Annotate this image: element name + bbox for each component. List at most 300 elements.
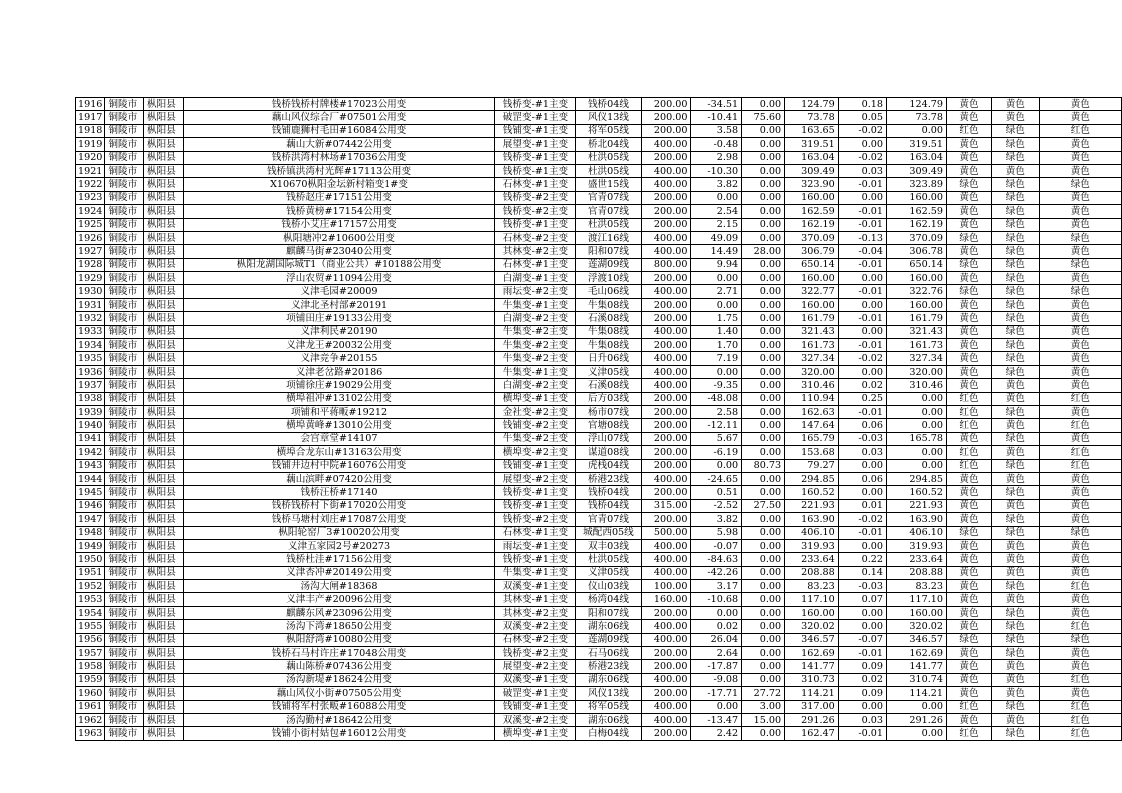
status-1-cell: 黄色 [946,218,991,231]
value-a-cell: 0.00 [691,459,742,472]
row-index: 1928 [76,258,105,271]
value-b-cell: 0.00 [742,379,785,392]
row-index: 1959 [76,673,105,686]
status-2-cell: 黄色 [991,164,1039,177]
feeder-cell: 莲湖09线 [576,633,641,646]
value-d-cell: 0.00 [838,620,886,633]
feeder-cell: 石溪08线 [576,312,641,325]
status-3-cell: 红色 [1039,459,1121,472]
status-3-cell: 绿色 [1039,526,1121,539]
capacity-cell: 800.00 [641,258,691,271]
county-cell: 枞阳县 [144,339,184,352]
value-c-cell: 406.10 [785,526,839,539]
value-e-cell: 141.77 [887,660,947,673]
value-b-cell: 0.00 [742,526,785,539]
row-index: 1936 [76,365,105,378]
substation-cell: 横埠变-#1主变 [495,392,576,405]
transformer-name-cell: 枞阳舒湾#10080公用变 [183,633,495,646]
row-index: 1960 [76,687,105,700]
transformer-name-cell: 钱桥镇洪湾村光辉#17113公用变 [183,164,495,177]
value-c-cell: 208.88 [785,566,839,579]
status-2-cell: 黄色 [991,673,1039,686]
transformer-name-cell: 义津竞争#20155 [183,352,495,365]
status-2-cell: 绿色 [991,325,1039,338]
value-a-cell: -0.07 [691,539,742,552]
county-cell: 枞阳县 [144,647,184,660]
status-1-cell: 黄色 [946,111,991,124]
substation-cell: 石林变-#1主变 [495,178,576,191]
transformer-name-cell: 藕山风仪综合厂#07501公用变 [183,111,495,124]
feeder-cell: 石马06线 [576,647,641,660]
feeder-cell: 官塘08线 [576,419,641,432]
county-cell: 枞阳县 [144,258,184,271]
feeder-cell: 莲湖09线 [576,258,641,271]
status-3-cell: 黄色 [1039,272,1121,285]
feeder-cell: 毛山06线 [576,285,641,298]
value-d-cell: -0.02 [838,124,886,137]
status-3-cell: 红色 [1039,713,1121,726]
value-c-cell: 141.77 [785,660,839,673]
table-row [76,513,1122,526]
status-2-cell: 绿色 [991,633,1039,646]
table-row [76,111,1122,124]
value-a-cell: -48.08 [691,392,742,405]
feeder-cell: 阳和07线 [576,245,641,258]
substation-cell: 牛集变-#2主变 [495,339,576,352]
status-1-cell: 红色 [946,446,991,459]
status-3-cell: 黄色 [1039,499,1121,512]
value-a-cell: 2.58 [691,405,742,418]
transformer-name-cell: 项铺和平蒋畈#19212 [183,405,495,418]
status-3-cell: 黄色 [1039,138,1121,151]
county-cell: 枞阳县 [144,138,184,151]
value-d-cell: 0.03 [838,713,886,726]
table-row [76,151,1122,164]
status-3-cell: 黄色 [1039,339,1121,352]
status-3-cell: 黄色 [1039,191,1121,204]
feeder-cell: 浮山07线 [576,432,641,445]
table-row [76,231,1122,244]
status-2-cell: 黄色 [991,499,1039,512]
transformer-name-cell: 钱桥小艾庄#17157公用变 [183,218,495,231]
status-2-cell: 绿色 [991,459,1039,472]
value-e-cell: 163.90 [887,513,947,526]
county-cell: 枞阳县 [144,687,184,700]
value-b-cell: 27.50 [742,499,785,512]
table-row [76,419,1122,432]
value-a-cell: 3.17 [691,580,742,593]
value-a-cell: 3.82 [691,178,742,191]
value-d-cell: 0.00 [838,539,886,552]
capacity-cell: 200.00 [641,272,691,285]
status-3-cell: 红色 [1039,580,1121,593]
value-a-cell: 5.67 [691,432,742,445]
value-e-cell: 309.49 [887,164,947,177]
value-d-cell: -0.01 [838,218,886,231]
feeder-cell: 杜洪05线 [576,553,641,566]
value-e-cell: 319.93 [887,539,947,552]
value-b-cell: 0.00 [742,566,785,579]
status-1-cell: 红色 [946,459,991,472]
value-d-cell: 0.00 [838,365,886,378]
status-1-cell: 绿色 [946,633,991,646]
capacity-cell: 400.00 [641,164,691,177]
value-b-cell: 0.00 [742,272,785,285]
table-row [76,178,1122,191]
status-3-cell: 黄色 [1039,312,1121,325]
city-cell: 铜陵市 [105,566,144,579]
value-a-cell: 0.00 [691,298,742,311]
value-d-cell: 0.03 [838,164,886,177]
county-cell: 枞阳县 [144,231,184,244]
county-cell: 枞阳县 [144,164,184,177]
substation-cell: 雨坛变-#1主变 [495,539,576,552]
status-2-cell: 绿色 [991,285,1039,298]
city-cell: 铜陵市 [105,205,144,218]
city-cell: 铜陵市 [105,352,144,365]
feeder-cell: 白梅04线 [576,727,641,740]
status-1-cell: 黄色 [946,379,991,392]
value-a-cell: 3.82 [691,513,742,526]
value-e-cell: 370.09 [887,231,947,244]
status-3-cell: 黄色 [1039,566,1121,579]
substation-cell: 其林变-#2主变 [495,606,576,619]
value-b-cell: 0.00 [742,178,785,191]
table-row [76,352,1122,365]
capacity-cell: 200.00 [641,405,691,418]
value-a-cell: 0.00 [691,272,742,285]
value-e-cell: 83.23 [887,580,947,593]
status-2-cell: 黄色 [991,392,1039,405]
row-index: 1945 [76,486,105,499]
county-cell: 枞阳县 [144,673,184,686]
value-c-cell: 306.79 [785,245,839,258]
value-d-cell: -0.07 [838,633,886,646]
row-index: 1951 [76,566,105,579]
city-cell: 铜陵市 [105,365,144,378]
feeder-cell: 钱桥04线 [576,98,641,111]
city-cell: 铜陵市 [105,245,144,258]
value-d-cell: 0.06 [838,472,886,485]
capacity-cell: 200.00 [641,647,691,660]
status-2-cell: 绿色 [991,151,1039,164]
status-1-cell: 绿色 [946,231,991,244]
value-b-cell: 0.00 [742,124,785,137]
substation-cell: 牛集变-#2主变 [495,352,576,365]
value-d-cell: -0.03 [838,580,886,593]
county-cell: 枞阳县 [144,245,184,258]
value-e-cell: 160.00 [887,298,947,311]
transformer-name-cell: 枞阳塘冲2#10600公用变 [183,231,495,244]
capacity-cell: 200.00 [641,111,691,124]
table-row [76,687,1122,700]
row-index: 1958 [76,660,105,673]
feeder-cell: 风仪13线 [576,687,641,700]
value-d-cell: 0.00 [838,325,886,338]
transformer-name-cell: 横埠合龙东山#13163公用变 [183,446,495,459]
feeder-cell: 石溪08线 [576,379,641,392]
value-c-cell: 110.94 [785,392,839,405]
value-e-cell: 73.78 [887,111,947,124]
status-1-cell: 黄色 [946,687,991,700]
status-1-cell: 红色 [946,727,991,740]
value-e-cell: 323.89 [887,178,947,191]
row-index: 1920 [76,151,105,164]
row-index: 1925 [76,218,105,231]
capacity-cell: 400.00 [641,245,691,258]
status-3-cell: 红色 [1039,620,1121,633]
row-index: 1939 [76,405,105,418]
capacity-cell: 400.00 [641,566,691,579]
value-b-cell: 0.00 [742,486,785,499]
transformer-name-cell: 麒麟东风#23096公用变 [183,606,495,619]
value-d-cell: 0.02 [838,673,886,686]
status-1-cell: 黄色 [946,312,991,325]
status-1-cell: 绿色 [946,178,991,191]
status-1-cell: 黄色 [946,365,991,378]
transformer-name-cell: 义津龙王#20032公用变 [183,339,495,352]
county-cell: 枞阳县 [144,553,184,566]
value-e-cell: 0.00 [887,446,947,459]
value-d-cell: 0.25 [838,392,886,405]
value-b-cell: 0.00 [742,138,785,151]
status-2-cell: 绿色 [991,245,1039,258]
value-c-cell: 153.68 [785,446,839,459]
county-cell: 枞阳县 [144,98,184,111]
status-2-cell: 绿色 [991,298,1039,311]
value-b-cell: 0.00 [742,633,785,646]
status-1-cell: 黄色 [946,245,991,258]
row-index: 1932 [76,312,105,325]
value-e-cell: 320.00 [887,365,947,378]
county-cell: 枞阳县 [144,472,184,485]
status-1-cell: 黄色 [946,98,991,111]
city-cell: 铜陵市 [105,178,144,191]
value-b-cell: 0.00 [742,593,785,606]
feeder-cell: 官青07线 [576,191,641,204]
value-e-cell: 0.00 [887,392,947,405]
row-index: 1950 [76,553,105,566]
substation-cell: 双溪变-#1主变 [495,580,576,593]
capacity-cell: 200.00 [641,218,691,231]
value-e-cell: 0.00 [887,419,947,432]
substation-cell: 其林变-#1主变 [495,593,576,606]
county-cell: 枞阳县 [144,713,184,726]
table-row [76,553,1122,566]
feeder-cell: 义津05线 [576,365,641,378]
transformer-name-cell: 义津老岔路#20186 [183,365,495,378]
status-3-cell: 黄色 [1039,151,1121,164]
feeder-cell: 牛集08线 [576,298,641,311]
feeder-cell: 日升06线 [576,352,641,365]
status-2-cell: 绿色 [991,432,1039,445]
table-row [76,499,1122,512]
status-2-cell: 绿色 [991,365,1039,378]
row-index: 1941 [76,432,105,445]
status-1-cell: 黄色 [946,472,991,485]
county-cell: 枞阳县 [144,486,184,499]
status-1-cell: 黄色 [946,191,991,204]
capacity-cell: 200.00 [641,98,691,111]
value-d-cell: 0.00 [838,700,886,713]
value-a-cell: -10.68 [691,593,742,606]
transformer-name-cell: 麒麟马街#23040公用变 [183,245,495,258]
substation-cell: 钱铺变-#1主变 [495,124,576,137]
value-e-cell: 160.00 [887,191,947,204]
status-2-cell: 绿色 [991,352,1039,365]
city-cell: 铜陵市 [105,231,144,244]
substation-cell: 钱桥变-#1主变 [495,486,576,499]
feeder-cell: 杜洪05线 [576,151,641,164]
capacity-cell: 200.00 [641,727,691,740]
substation-cell: 展望变-#2主变 [495,472,576,485]
feeder-cell: 阳和07线 [576,606,641,619]
county-cell: 枞阳县 [144,312,184,325]
value-a-cell: -6.19 [691,446,742,459]
city-cell: 铜陵市 [105,593,144,606]
value-c-cell: 162.19 [785,218,839,231]
substation-cell: 横埠变-#2主变 [495,446,576,459]
substation-cell: 双溪变-#1主变 [495,673,576,686]
value-e-cell: 294.85 [887,472,947,485]
status-3-cell: 黄色 [1039,593,1121,606]
table-row [76,713,1122,726]
status-1-cell: 黄色 [946,647,991,660]
city-cell: 铜陵市 [105,392,144,405]
capacity-cell: 400.00 [641,633,691,646]
city-cell: 铜陵市 [105,111,144,124]
county-cell: 枞阳县 [144,580,184,593]
value-a-cell: -34.51 [691,98,742,111]
status-2-cell: 绿色 [991,178,1039,191]
row-index: 1942 [76,446,105,459]
value-a-cell: -9.08 [691,673,742,686]
status-1-cell: 黄色 [946,272,991,285]
value-a-cell: 0.00 [691,606,742,619]
value-e-cell: 165.78 [887,432,947,445]
row-index: 1940 [76,419,105,432]
value-c-cell: 160.00 [785,272,839,285]
value-e-cell: 346.57 [887,633,947,646]
feeder-cell: 浮渡10线 [576,272,641,285]
county-cell: 枞阳县 [144,178,184,191]
status-3-cell: 黄色 [1039,553,1121,566]
value-a-cell: 5.98 [691,526,742,539]
status-3-cell: 黄色 [1039,164,1121,177]
value-c-cell: 650.14 [785,258,839,271]
substation-cell: 其林变-#2主变 [495,245,576,258]
county-cell: 枞阳县 [144,419,184,432]
city-cell: 铜陵市 [105,647,144,660]
status-3-cell: 红色 [1039,124,1121,137]
value-b-cell: 3.00 [742,700,785,713]
value-b-cell: 0.00 [742,405,785,418]
status-3-cell: 黄色 [1039,111,1121,124]
row-index: 1926 [76,231,105,244]
city-cell: 铜陵市 [105,164,144,177]
status-1-cell: 黄色 [946,499,991,512]
transformer-name-cell: 钱桥钱桥村牌楼#17023公用变 [183,98,495,111]
value-a-cell: -9.35 [691,379,742,392]
value-b-cell: 0.00 [742,312,785,325]
feeder-cell: 渡江16线 [576,231,641,244]
transformer-name-cell: X10670枞阳金坛新村箱变1#变 [183,178,495,191]
city-cell: 铜陵市 [105,606,144,619]
feeder-cell: 桥港23线 [576,472,641,485]
value-a-cell: 2.42 [691,727,742,740]
value-e-cell: 0.00 [887,405,947,418]
status-1-cell: 黄色 [946,513,991,526]
feeder-cell: 湖东06线 [576,673,641,686]
substation-cell: 石林变-#1主变 [495,258,576,271]
status-2-cell: 绿色 [991,405,1039,418]
value-d-cell: -0.01 [838,526,886,539]
feeder-cell: 湖东06线 [576,713,641,726]
value-a-cell: 14.49 [691,245,742,258]
value-d-cell: 0.09 [838,687,886,700]
city-cell: 铜陵市 [105,459,144,472]
county-cell: 枞阳县 [144,459,184,472]
value-c-cell: 162.63 [785,405,839,418]
capacity-cell: 400.00 [641,352,691,365]
capacity-cell: 400.00 [641,553,691,566]
substation-cell: 钱桥变-#1主变 [495,151,576,164]
city-cell: 铜陵市 [105,419,144,432]
value-e-cell: 161.79 [887,312,947,325]
value-b-cell: 0.00 [742,298,785,311]
value-e-cell: 0.00 [887,727,947,740]
transformer-name-cell: 枞阳龙湖国际城T1（商业公共）#10188公用变 [183,258,495,271]
row-index: 1927 [76,245,105,258]
county-cell: 枞阳县 [144,285,184,298]
table-row [76,539,1122,552]
substation-cell: 石林变-#2主变 [495,633,576,646]
city-cell: 铜陵市 [105,580,144,593]
value-d-cell: -0.13 [838,231,886,244]
county-cell: 枞阳县 [144,446,184,459]
capacity-cell: 400.00 [641,713,691,726]
table-row [76,566,1122,579]
capacity-cell: 200.00 [641,606,691,619]
table-row [76,647,1122,660]
county-cell: 枞阳县 [144,526,184,539]
value-c-cell: 323.90 [785,178,839,191]
row-index: 1954 [76,606,105,619]
substation-cell: 牛集变-#2主变 [495,432,576,445]
capacity-cell: 400.00 [641,365,691,378]
city-cell: 铜陵市 [105,713,144,726]
value-d-cell: 0.02 [838,379,886,392]
county-cell: 枞阳县 [144,606,184,619]
value-e-cell: 310.46 [887,379,947,392]
status-1-cell: 绿色 [946,258,991,271]
value-b-cell: 0.00 [742,164,785,177]
row-index: 1934 [76,339,105,352]
status-1-cell: 黄色 [946,339,991,352]
substation-cell: 钱桥变-#2主变 [495,191,576,204]
transformer-name-cell: 钱铺井边村中院#16076公用变 [183,459,495,472]
capacity-cell: 400.00 [641,138,691,151]
county-cell: 枞阳县 [144,272,184,285]
status-3-cell: 红色 [1039,392,1121,405]
substation-cell: 钱桥变-#1主变 [495,164,576,177]
transformer-name-cell: 钱桥石马村许庄#17048公用变 [183,647,495,660]
status-2-cell: 绿色 [991,191,1039,204]
status-3-cell: 黄色 [1039,352,1121,365]
capacity-cell: 400.00 [641,285,691,298]
table-row [76,606,1122,619]
capacity-cell: 200.00 [641,124,691,137]
